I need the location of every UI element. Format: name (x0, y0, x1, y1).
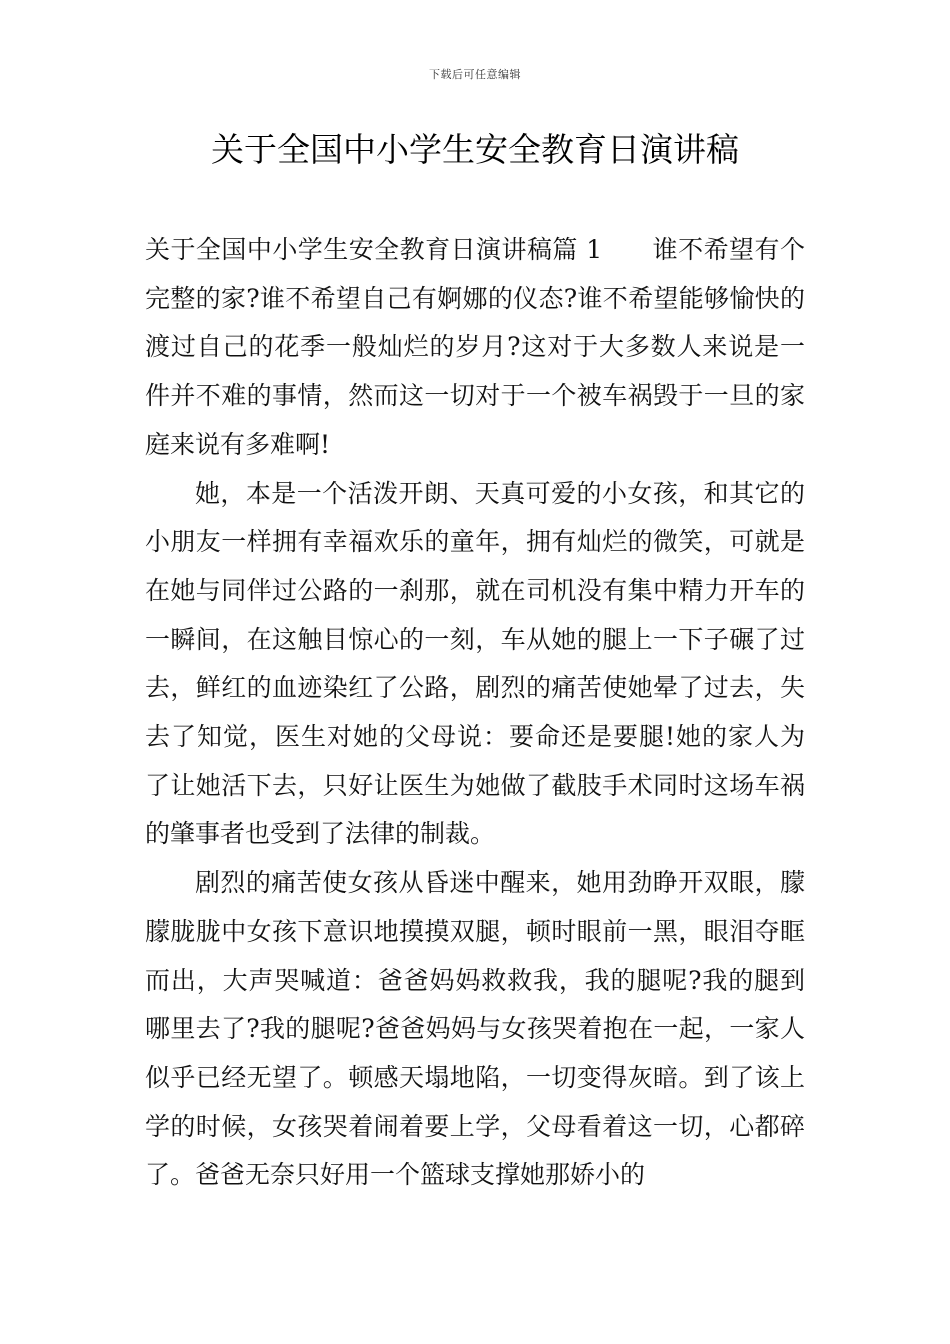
paragraph-1-text: 谁不希望有个完整的家?谁不希望自己有婀娜的仪态?谁不希望能够愉快的渡过自己的花季一般灿烂的岁月?这对于大多数人来说是一件并不难的事情，然而这一切对于一个被车祸毁于一旦的家庭来说有多难啊! (145, 235, 805, 459)
document-title: 关于全国中小学生安全教育日演讲稿 (211, 130, 739, 169)
header-note: 下载后可任意编辑 (429, 68, 521, 81)
paragraph-2: 她，本是一个活泼开朗、天真可爱的小女孩，和其它的小朋友一样拥有幸福欢乐的童年，拥有灿烂的微笑，可就是在她与同伴过公路的一刹那，就在司机没有集中精力开车的一瞬间，在这触目惊心的一刻，车从她的腿上一下子碾了过去，鲜红的血迹染红了公路，剧烈的痛苦使她晕了过去，失去了知觉，医生对她的父母说：要命还是要腿!她的家人为了让她活下去，只好让医生为她做了截肢手术同时这场车祸的肇事者也受到了法律的制裁。 (145, 478, 805, 849)
section-heading: 关于全国中小学生安全教育日演讲稿篇 1 (145, 235, 603, 264)
paragraph-1 (145, 226, 805, 470)
document-body (145, 226, 805, 1200)
paragraph-3: 剧烈的痛苦使女孩从昏迷中醒来，她用劲睁开双眼，朦朦胧胧中女孩下意识地摸摸双腿，顿时眼前一黑，眼泪夺眶而出，大声哭喊道：爸爸妈妈救救我，我的腿呢?我的腿到哪里去了?我的腿呢?爸爸妈妈与女孩哭着抱在一起，一家人似乎已经无望了。顿感天塌地陷，一切变得灰暗。到了该上学的时候，女孩哭着闹着要上学，父母看着这一切，心都碎了。爸爸无奈只好用一个篮球支撑她那娇小的 (145, 868, 805, 1190)
